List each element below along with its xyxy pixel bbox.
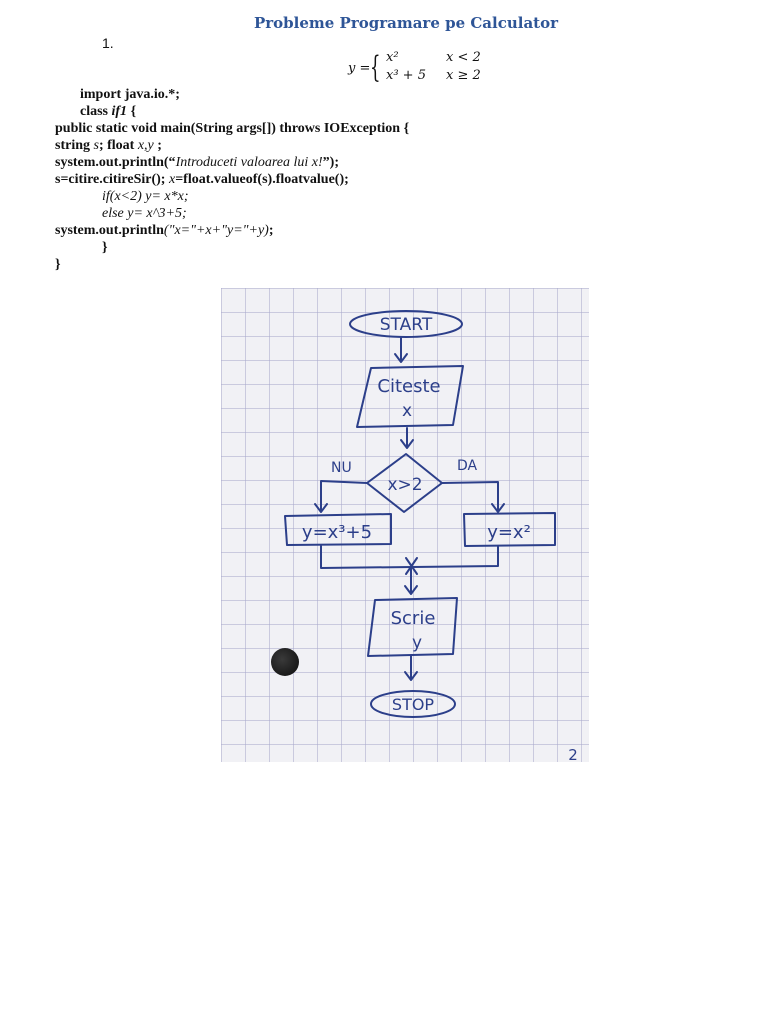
code-line-class xyxy=(80,103,136,120)
code-keyword: class xyxy=(80,104,112,119)
flowchart-photo xyxy=(221,288,589,762)
arrow-start-read xyxy=(395,338,407,362)
formula-brace: { xyxy=(370,50,381,85)
code-string: ("x="+x+"y="+y) xyxy=(163,223,269,238)
write-label-line2: y xyxy=(411,633,423,653)
read-label-line1: Citeste xyxy=(377,376,441,397)
arrow-write-stop xyxy=(405,656,417,680)
no-branch-label: y=x³+5 xyxy=(301,522,373,543)
arrow-read-decision xyxy=(401,428,413,448)
code-text: system.out.println xyxy=(55,223,164,238)
problem-number: 1. xyxy=(102,35,114,51)
code-line-close-outer: } xyxy=(55,257,61,272)
page-title: Probleme Programare pe Calculator xyxy=(253,14,558,32)
code-line-else: else y= x^3+5; xyxy=(102,206,187,221)
code-var: x xyxy=(168,172,176,187)
code-text: ; xyxy=(268,223,274,238)
arrow-no-branch xyxy=(315,481,367,512)
flowchart-drawing xyxy=(221,288,589,762)
formula-case2-expr: x³ + 5 xyxy=(386,68,426,83)
page-mark: 2 xyxy=(568,746,578,762)
code-class-name: if1 xyxy=(111,104,128,119)
code-var: s xyxy=(93,138,99,153)
decision-label: x>2 xyxy=(387,475,423,495)
code-brace: { xyxy=(127,104,137,119)
formula-lhs: y = xyxy=(348,61,371,76)
yes-label: DA xyxy=(457,458,478,474)
code-line-read xyxy=(55,171,349,188)
code-line-main: public static void main(String args[]) throws IOException { xyxy=(55,121,410,136)
code-line-println-prompt xyxy=(55,154,339,171)
formula-case1-expr: x² xyxy=(386,50,399,65)
code-var: x,y xyxy=(137,138,154,153)
code-line-if: if(x<2) y= x*x; xyxy=(102,189,189,204)
yes-branch-label: y=x² xyxy=(487,522,531,543)
code-text: ; float xyxy=(98,138,138,153)
arrow-yes-branch xyxy=(442,482,504,512)
code-line-println-result xyxy=(55,222,274,239)
piecewise-formula xyxy=(348,50,498,90)
start-label: START xyxy=(379,315,433,335)
code-text: ; xyxy=(153,138,162,153)
code-string: Introduceti valoarea lui x! xyxy=(175,155,323,170)
write-label-line1: Scrie xyxy=(390,608,436,629)
read-label-line2: x xyxy=(401,401,413,421)
no-label: NU xyxy=(331,460,352,476)
code-line-close-inner: } xyxy=(102,240,108,255)
code-text: string xyxy=(55,138,94,153)
punch-hole xyxy=(271,648,299,676)
code-line-decl xyxy=(55,137,162,154)
formula-case1-cond: x < 2 xyxy=(446,50,481,65)
formula-case2-cond: x ≥ 2 xyxy=(446,68,481,83)
code-text: ”); xyxy=(322,155,339,170)
code-text: system.out.println(“ xyxy=(55,155,176,170)
stop-label: STOP xyxy=(391,695,435,714)
code-text: =float.valueof(s).floatvalue(); xyxy=(175,172,349,187)
code-line-import: import java.io.*; xyxy=(80,87,180,102)
code-text: s=citire.citireSir(); xyxy=(55,172,169,187)
